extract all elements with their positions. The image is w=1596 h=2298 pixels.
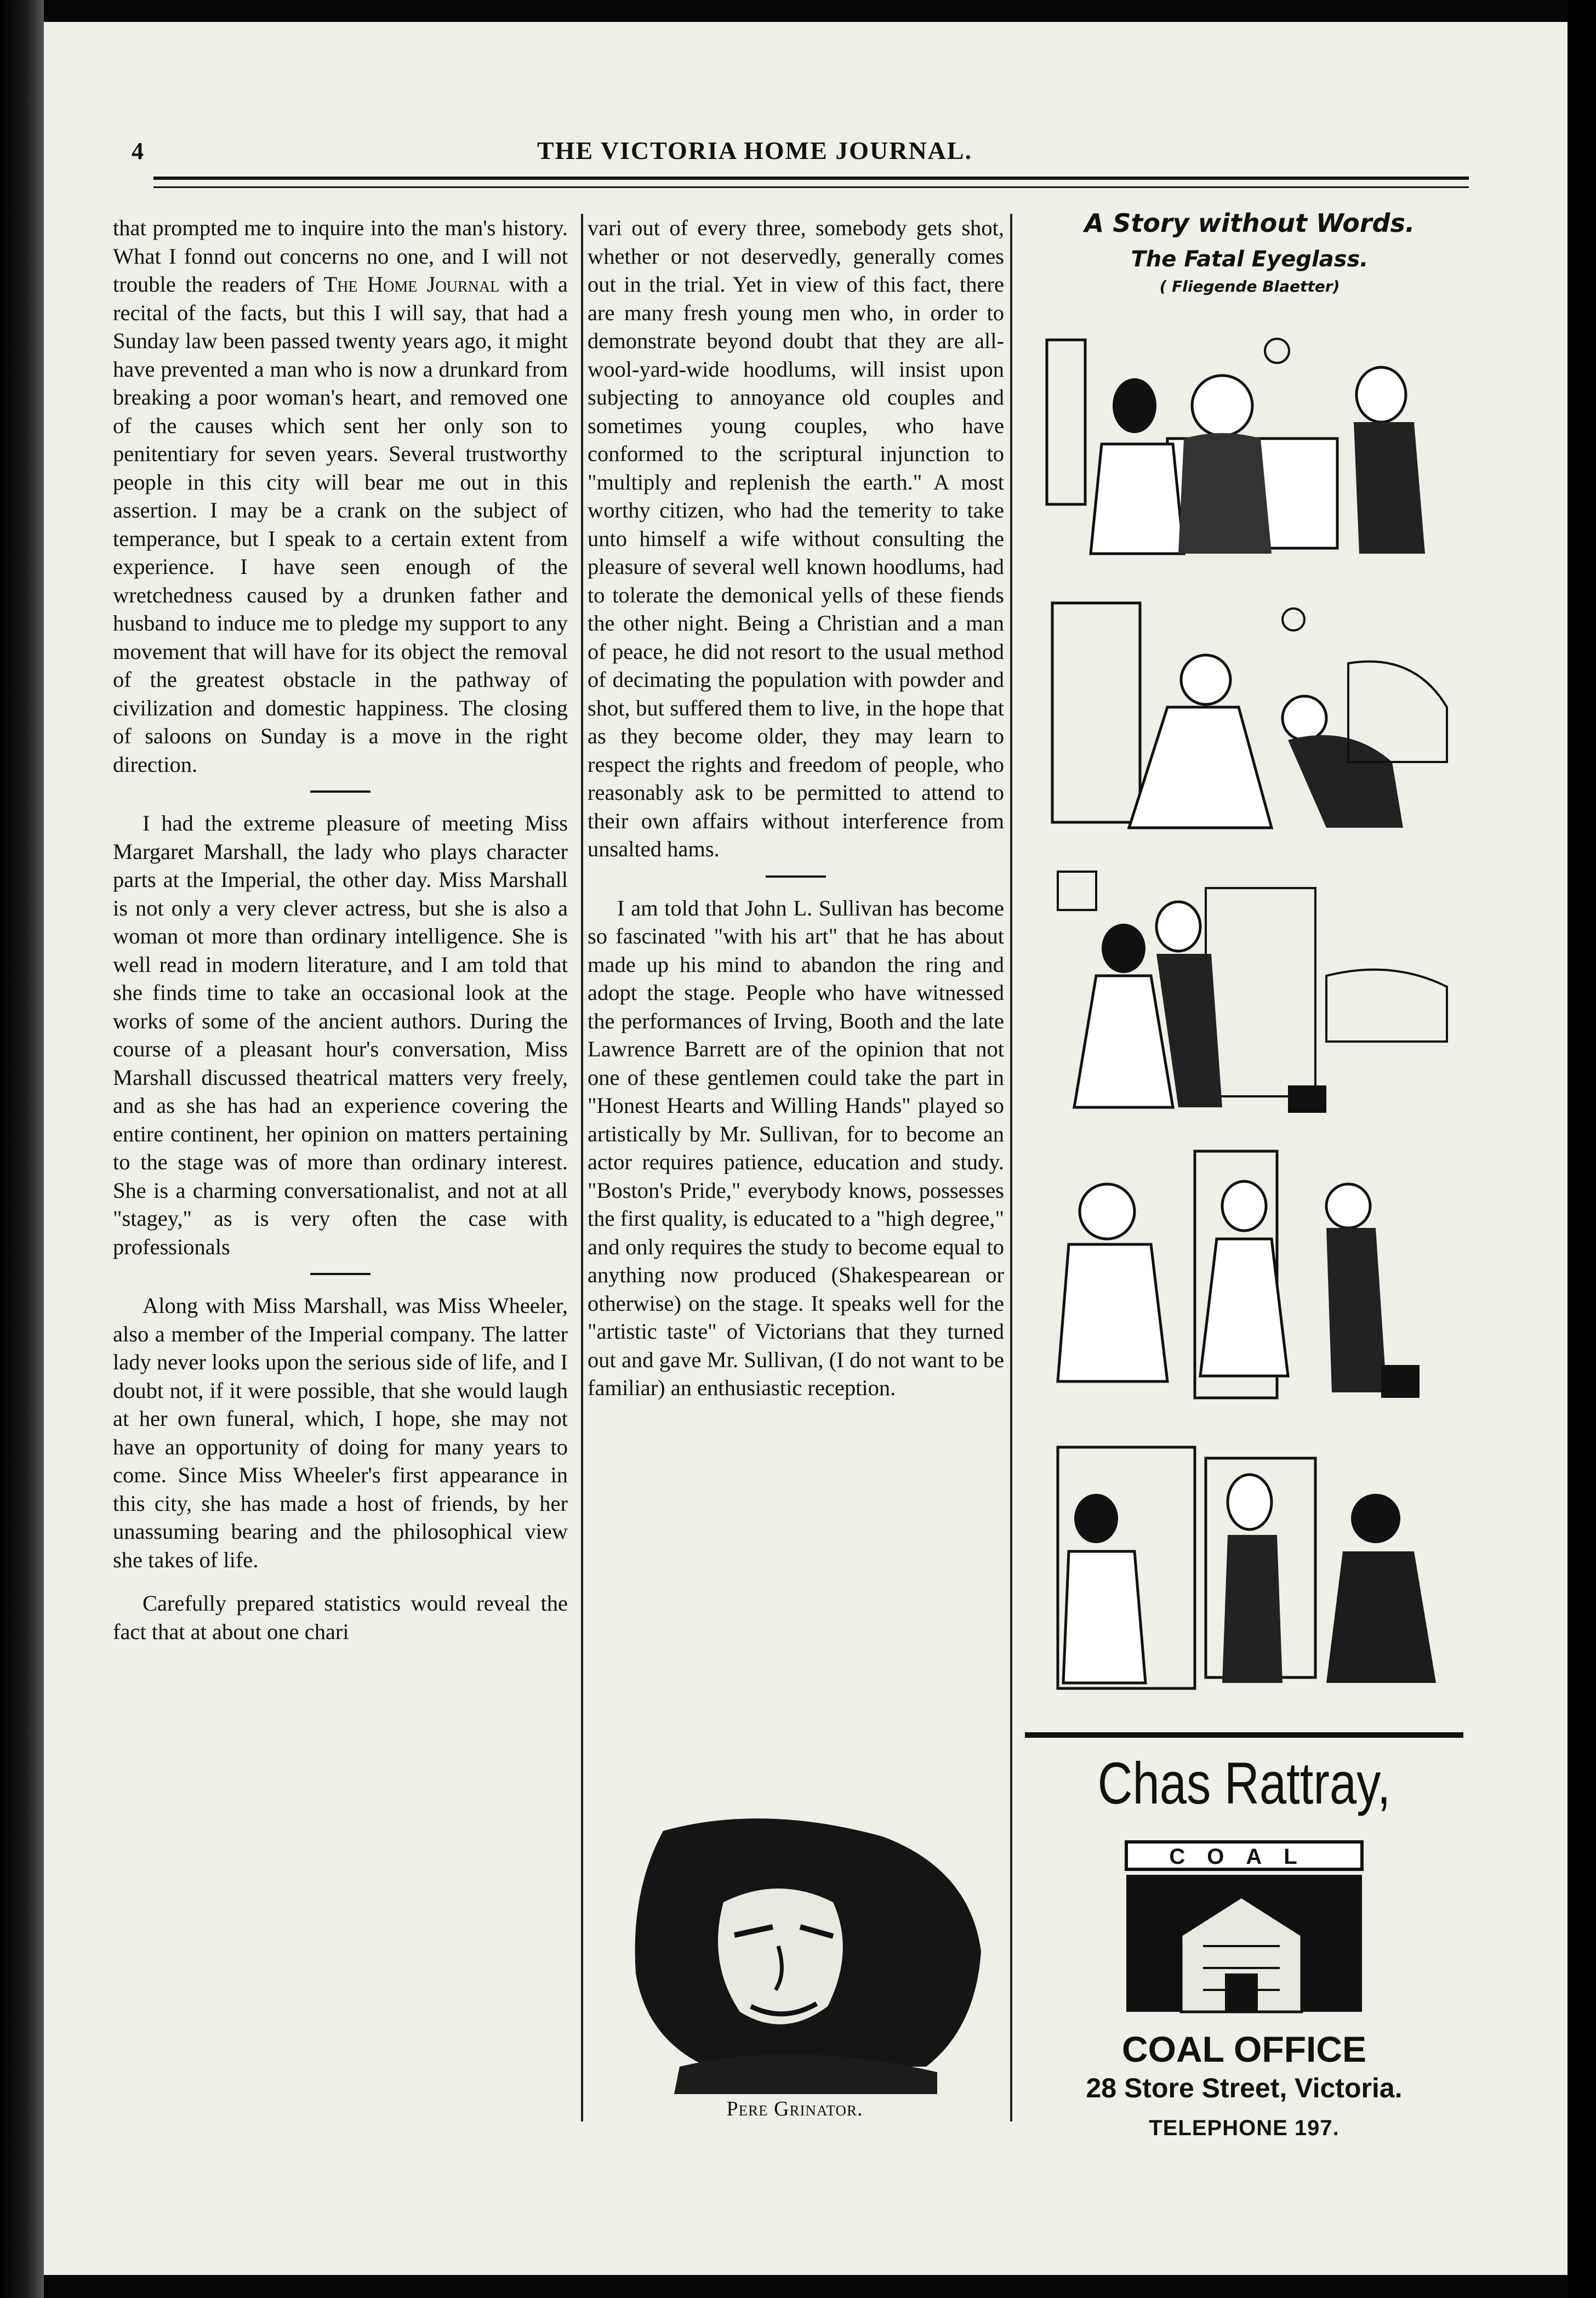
paragraph-text: that prompted me to inquire into the man's history. What I fonnd out concerns no one, and I will not trouble the readers of — [113, 215, 568, 297]
header-rule-thin — [153, 186, 1469, 188]
header-rule-thick — [153, 177, 1469, 180]
paragraph — [113, 214, 568, 778]
ad-top-rule — [1025, 1732, 1463, 1738]
coal-shed-illustration — [1115, 1836, 1373, 2017]
ad-telephone: TELEPHONE 197. — [1149, 2116, 1340, 2140]
paragraph: vari out of every three, somebody gets shot, whether or not deservedly, generally comes out in the trial. Yet in view of this fact, there are many fresh young men who, in order to demonstrate beyond doubt that they are all-wool-yard-wide hoodlums, will insist upon subjecting to annoyance old couples and sometimes young couples, who have conformed to the scriptural injunction to "multiply and replenish the earth." A most worthy citizen, who had the temerity to take unto himself a wife without consulting the pleasure of several well known hoodlums, had to tolerate the demonical yells of these fiends the other night. Being a Christian and a man of peace, he did not resort to the usual method of decimating the population with powder and shot, but suffered them to live, in the hope that as they become older, they may learn to respect the rights and freedom of people, who reasonably ask to be permitted to attend to their own affairs without interference from unsalted hams. — [588, 215, 1004, 861]
comic-panel-5 — [1041, 1442, 1458, 1705]
column-2 — [588, 214, 1004, 1402]
paragraph: Carefully prepared statistics would reveal the fact that at about one chari — [113, 1591, 568, 1644]
page-number: 4 — [132, 138, 144, 164]
ad-business-name: Chas Rattray, — [1097, 1750, 1391, 1816]
portrait-caption: Pere Grinator. — [726, 2097, 863, 2120]
rattray-coal-ad — [1025, 1732, 1463, 2160]
section-dash — [766, 875, 826, 878]
comic-panel-3 — [1041, 866, 1458, 1124]
comic-subtitle: The Fatal Eyeglass. — [1131, 247, 1369, 272]
paragraph: I had the extreme pleasure of meeting Miss Margaret Marshall, the lady who plays character parts at the Imperial, the other day. Miss Marshall is not only a very clever actress, but she is also a woman ot more than ordinary intelligence. She is well read in modern literature, and I am told that she finds time to take an occasional look at the works of some of the ancient authors. During the course of a pleasant hour's conversation, Miss Marshall discussed theatrical matters very freely, and as she has had an experience covering the entire continent, her opinion on matters pertaining to the stage was of more than ordinary interest. She is a charming conversationalist, and not at all "stagey," as is very often the case with professionals — [113, 811, 568, 1259]
comic-credit: ( Fliegende Blaetter) — [1159, 277, 1340, 295]
column-divider-2 — [1010, 214, 1012, 2121]
comic-panel-4 — [1041, 1146, 1458, 1414]
ad-office-label: COAL OFFICE — [1121, 2029, 1367, 2069]
comic-panel-1 — [1041, 334, 1458, 576]
paragraph: I am told that John L. Sullivan has become so fascinated "with his art" that he has about made up his mind to abandon the ring and adopt the stage. People who have witnessed the performances of Irving, Booth and the late Lawrence Barrett are of the opinion that not one of these gentlemen could take the part in "Honest Hearts and Willing Hands" played so artistically by Mr. Sullivan, for to become an actor requires patience, education and study. "Boston's Pride," everybody knows, possesses the first quality, is educated to a "high degree," and only requires the study to become equal to anything now produced (Shakespearean or otherwise) on the stage. It speaks well for the "artistic taste" of Victorians that they turned out and gave Mr. Sullivan, (I do not want to be familiar) an enthusiastic reception. — [588, 895, 1004, 1400]
column-1 — [113, 214, 568, 1646]
paragraph-text: with a recital of the facts, but this I will say, that had a Sunday law been passed twenty years ago, it might have prevented a man who is now a drunkard from breaking a poor woman's heart, and removed one of the causes which sent her only son to penitentiary for seven years. Several trustworthy people in this city will bear me out in this assertion. I may be a crank on the subject of temperance, but I speak to a certain extent from experience. I have seen enough of the wretchedness caused by a drunken father and husband to induce me to pledge my support to any movement that will have for its object the removal of the greatest obstacle in the pathway of civilization and domestic happiness. The closing of saloons on Sunday is a move in the right direction. — [113, 272, 568, 777]
running-title: THE VICTORIA HOME JOURNAL. — [537, 136, 973, 164]
ad-address: 28 Store Street, Victoria. — [1086, 2073, 1403, 2103]
column-divider-1 — [581, 214, 583, 2121]
paragraph: Along with Miss Marshall, was Miss Wheeler, also a member of the Imperial company. The latter lady never looks upon the serious side of life, and I doubt not, if it were possible, that she would laugh at her own funeral, which, I hope, she may not have an opportunity of doing for many years to come. Since Miss Wheeler's first appearance in this city, she has made a host of friends, by her unassuming bearing and the philosophical view she takes of life. — [113, 1293, 568, 1572]
section-dash — [310, 790, 371, 793]
comic-heading — [1030, 208, 1469, 295]
portrait-engraving — [597, 1809, 992, 2094]
ad-sign-text: COAL — [1169, 1845, 1319, 1869]
comic-title: A Story without Words. — [1084, 208, 1415, 238]
section-dash — [310, 1273, 371, 1275]
page-header — [132, 132, 1474, 170]
comic-panel-2 — [1041, 598, 1458, 839]
journal-name: The Home Journal — [323, 272, 500, 297]
